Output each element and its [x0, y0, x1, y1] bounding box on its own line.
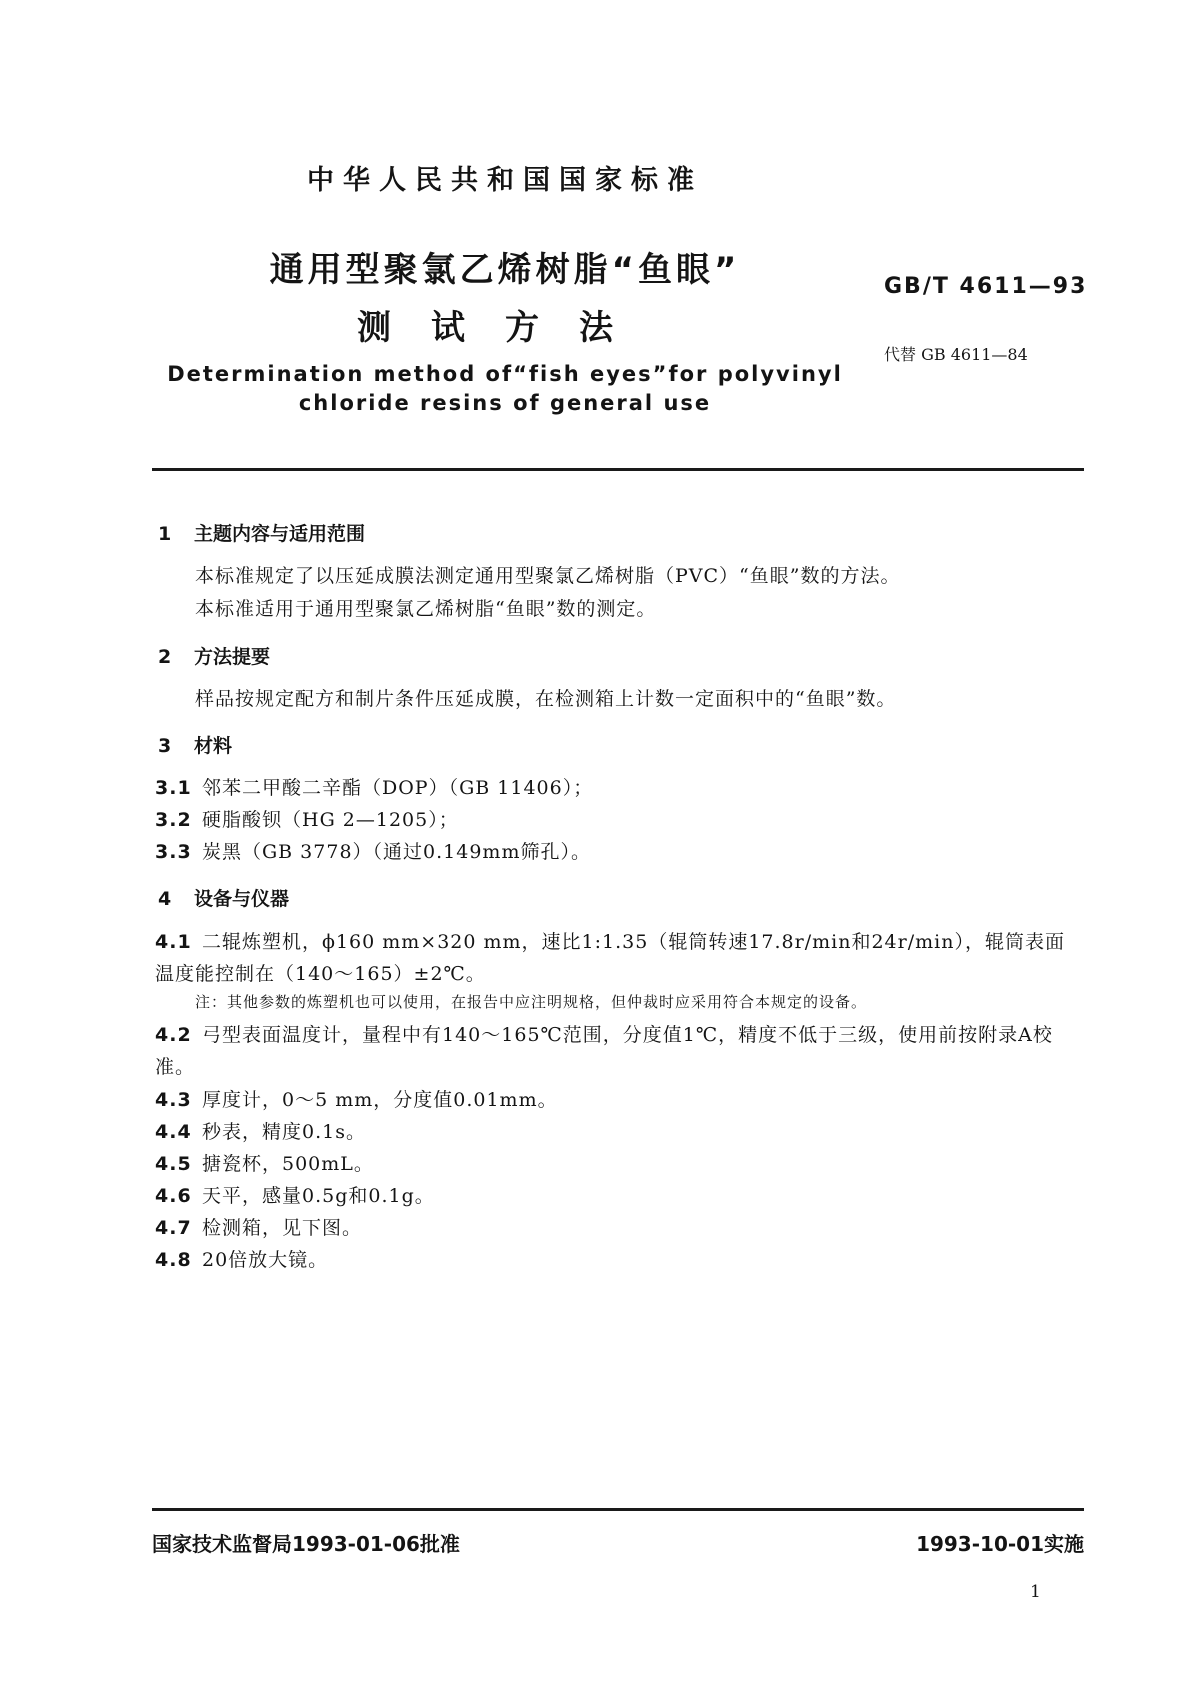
item-number: 3.1: [155, 777, 192, 799]
standard-code: GB/T 4611—93: [884, 274, 1088, 299]
item-text: 硬脂酸钡（HG 2—1205）；: [202, 809, 459, 831]
section-2-title: 方法提要: [194, 646, 271, 668]
title-en-line2: chloride resins of general use: [298, 391, 712, 415]
section-4-number: 4: [158, 888, 172, 910]
item-number: 4.2: [155, 1024, 192, 1046]
item-text: 搪瓷杯，500mL。: [202, 1153, 374, 1175]
item-text: 厚度计，0～5 mm，分度值0.01mm。: [202, 1089, 558, 1111]
item-number: 4.6: [155, 1185, 192, 1207]
title-cn-line1: 通用型聚氯乙烯树脂“鱼眼”: [269, 250, 741, 290]
section-3-heading: [158, 731, 232, 758]
item-text: 秒表，精度0.1s。: [202, 1121, 366, 1143]
section-2-heading: [158, 642, 270, 669]
list-item: [155, 927, 1065, 954]
item-continuation: 准。: [155, 1056, 196, 1078]
section-1-paragraph-2: 本标准适用于通用型聚氯乙烯树脂“鱼眼”数的测定。: [195, 598, 657, 620]
item-number: 4.8: [155, 1249, 192, 1271]
item-number: 4.7: [155, 1217, 192, 1239]
list-item: [155, 1149, 374, 1176]
section-1-paragraph-1: 本标准规定了以压延成膜法测定通用型聚氯乙烯树脂（PVC）“鱼眼”数的方法。: [195, 565, 901, 587]
item-number: 4.4: [155, 1121, 192, 1143]
item-number: 3.3: [155, 841, 192, 863]
section-1-number: 1: [158, 523, 172, 545]
item-text: 20倍放大镜。: [202, 1249, 329, 1271]
replaces-note: 代替 GB 4611—84: [884, 345, 1028, 364]
item-continuation: 温度能控制在（140～165）±2℃。: [155, 963, 486, 985]
item-number: 4.1: [155, 931, 192, 953]
section-3-title: 材料: [194, 735, 233, 757]
country-standard-heading: 中华人民共和国国家标准: [307, 165, 703, 196]
item-text: 邻苯二甲酸二辛酯（DOP）（GB 11406）；: [202, 777, 594, 799]
title-cn-line2: 测试方法: [357, 308, 653, 348]
item-number: 4.3: [155, 1089, 192, 1111]
list-item: [155, 1181, 435, 1208]
item-text: 二辊炼塑机，ϕ160 mm×320 mm，速比1:1.35（辊筒转速17.8r/min和24r/min），辊筒表面: [202, 931, 1065, 953]
footer-divider: [152, 1508, 1084, 1511]
section-1-heading: [158, 519, 365, 546]
section-3-number: 3: [158, 735, 172, 757]
item-number: 3.2: [155, 809, 192, 831]
page-number: 1: [1030, 1582, 1041, 1602]
list-item: [155, 773, 593, 800]
item-number: 4.5: [155, 1153, 192, 1175]
item-text: 弓型表面温度计，量程中有140～165℃范围，分度值1℃，精度不低于三级，使用前按附录A校: [202, 1024, 1053, 1046]
section-4-heading: [158, 884, 289, 911]
section-1-title: 主题内容与适用范围: [194, 523, 366, 545]
header-divider: [152, 468, 1084, 471]
title-en-line1: Determination method of“fish eyes”for polyvinyl: [167, 362, 843, 386]
list-item: [155, 1245, 328, 1272]
item-text: 炭黑（GB 3778）（通过0.149mm筛孔）。: [202, 841, 591, 863]
list-item: [155, 1085, 558, 1112]
implementation-date: 1993-10-01实施: [916, 1532, 1084, 1556]
list-item: [155, 805, 459, 832]
list-item: [155, 1213, 362, 1240]
section-2-number: 2: [158, 646, 172, 668]
list-item: [155, 1020, 1053, 1047]
item-text: 天平，感量0.5g和0.1g。: [202, 1185, 435, 1207]
section-2-paragraph-1: 样品按规定配方和制片条件压延成膜，在检测箱上计数一定面积中的“鱼眼”数。: [195, 688, 897, 710]
list-item: [155, 837, 591, 864]
item-text: 检测箱，见下图。: [202, 1217, 363, 1239]
section-4-note: 注：其他参数的炼塑机也可以使用，在报告中应注明规格，但仲裁时应采用符合本规定的设备。: [195, 993, 868, 1011]
list-item: [155, 1117, 366, 1144]
section-4-title: 设备与仪器: [194, 888, 290, 910]
approval-date: 国家技术监督局1993-01-06批准: [152, 1532, 460, 1556]
